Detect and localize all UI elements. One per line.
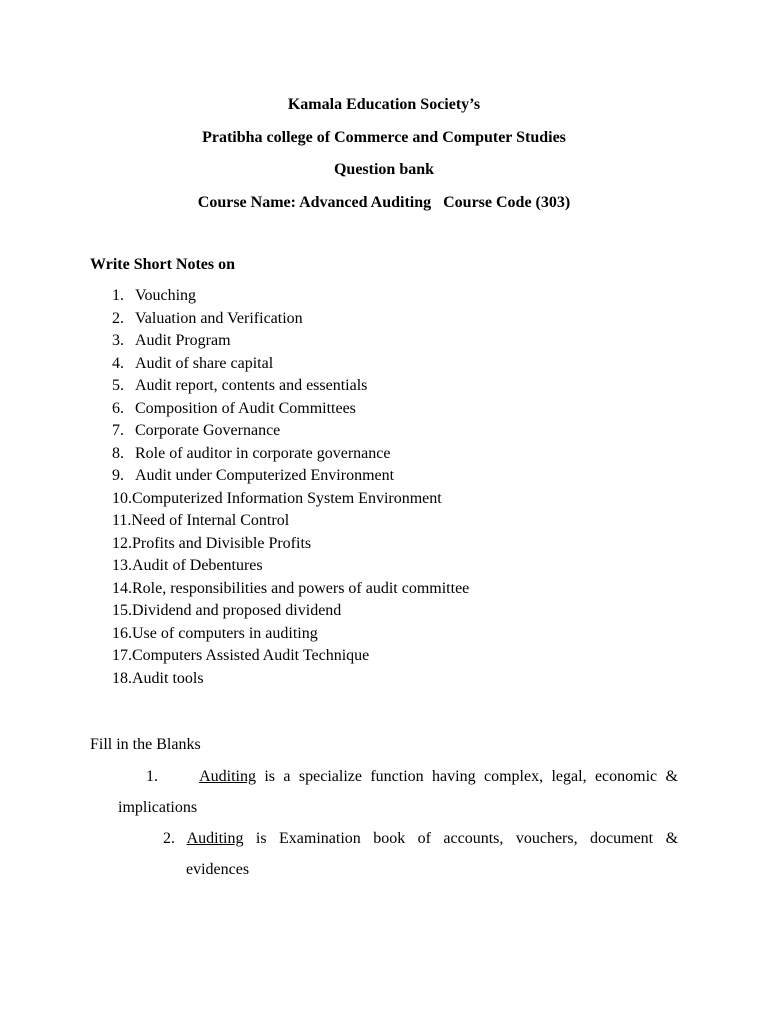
blank-question-1-text: is a specialize function having complex, legal, economic & xyxy=(264,768,678,785)
short-note-text: Role of auditor in corporate governance xyxy=(135,444,391,462)
short-note-number: 8. xyxy=(112,444,124,462)
short-note-number: 17. xyxy=(112,647,132,664)
blank-question-2-line1 xyxy=(163,829,678,849)
blank-question-2-number: 2. xyxy=(163,830,175,847)
short-note-text: Audit of Debentures xyxy=(132,557,263,574)
short-note-text: Role, responsibilities and powers of audit committee xyxy=(132,579,470,597)
short-note-item xyxy=(112,375,469,398)
course-info: Course Name: Advanced Auditing Course Code (303) xyxy=(197,194,571,211)
blank-question-2 xyxy=(163,829,678,880)
short-note-number: 7. xyxy=(112,422,124,439)
short-note-text: Audit under Computerized Environment xyxy=(135,467,395,484)
short-note-item xyxy=(112,555,469,578)
short-note-text: Need of Internal Control xyxy=(131,512,290,529)
short-note-item xyxy=(112,533,469,556)
short-note-number: 16. xyxy=(112,624,132,642)
short-note-item xyxy=(112,578,469,601)
short-note-text: Computerized Information System Environment xyxy=(132,489,442,507)
short-note-number: 12. xyxy=(112,534,132,552)
short-note-number: 3. xyxy=(112,332,124,349)
short-note-text: Computers Assisted Audit Technique xyxy=(132,647,370,664)
short-note-text: Composition of Audit Committees xyxy=(135,399,356,417)
short-note-item xyxy=(112,623,469,646)
short-note-number: 1. xyxy=(112,287,124,304)
short-note-text: Audit report, contents and essentials xyxy=(135,377,368,394)
short-note-text: Corporate Governance xyxy=(135,422,281,439)
short-notes-list xyxy=(112,285,469,690)
short-notes-heading: Write Short Notes on xyxy=(90,256,236,273)
blank-question-2-line2: evidences xyxy=(186,861,250,878)
short-note-item xyxy=(112,420,469,443)
blank-question-2-answer: Auditing xyxy=(186,830,244,847)
short-note-item xyxy=(112,645,469,668)
short-note-number: 14. xyxy=(112,579,132,597)
fill-blanks-heading: Fill in the Blanks xyxy=(90,736,201,753)
short-note-item xyxy=(112,330,469,353)
short-note-number: 9. xyxy=(112,467,124,484)
blank-question-1 xyxy=(118,767,678,818)
short-note-text: Audit of share capital xyxy=(135,354,274,372)
short-note-item xyxy=(112,465,469,488)
short-note-number: 15. xyxy=(112,602,132,619)
short-note-item xyxy=(112,308,469,331)
short-note-item xyxy=(112,600,469,623)
short-note-text: Audit Program xyxy=(135,332,231,349)
society-name: Kamala Education Society’s xyxy=(287,96,481,113)
short-note-number: 18. xyxy=(112,669,132,687)
blank-question-1-line1 xyxy=(118,767,678,787)
document-title: Question bank xyxy=(333,161,435,178)
short-note-item xyxy=(112,510,469,533)
short-note-number: 13. xyxy=(112,557,132,574)
college-name: Pratibha college of Commerce and Computer Studies xyxy=(202,129,566,146)
short-note-text: Dividend and proposed dividend xyxy=(132,602,342,619)
short-note-item xyxy=(112,353,469,376)
short-note-number: 6. xyxy=(112,399,124,417)
short-note-item xyxy=(112,488,469,511)
short-note-item xyxy=(112,443,469,466)
short-note-text: Valuation and Verification xyxy=(135,309,303,327)
short-note-number: 11. xyxy=(112,512,132,529)
short-note-item xyxy=(112,398,469,421)
short-note-text: Use of computers in auditing xyxy=(132,624,318,642)
short-note-number: 5. xyxy=(112,377,124,394)
short-note-number: 4. xyxy=(112,354,124,372)
blank-question-1-line2: implications xyxy=(118,799,198,816)
blank-question-2-text: is Examination book of accounts, vouchers, document & xyxy=(255,830,679,847)
short-note-number: 10. xyxy=(112,489,132,507)
short-note-text: Audit tools xyxy=(132,669,204,687)
short-note-item xyxy=(112,668,469,691)
blank-question-1-answer: Auditing xyxy=(199,768,256,785)
short-note-text: Vouching xyxy=(135,287,197,304)
short-note-text: Profits and Divisible Profits xyxy=(132,534,312,552)
short-note-item xyxy=(112,285,469,308)
short-note-number: 2. xyxy=(112,309,124,327)
blank-question-1-number: 1. xyxy=(146,768,158,785)
